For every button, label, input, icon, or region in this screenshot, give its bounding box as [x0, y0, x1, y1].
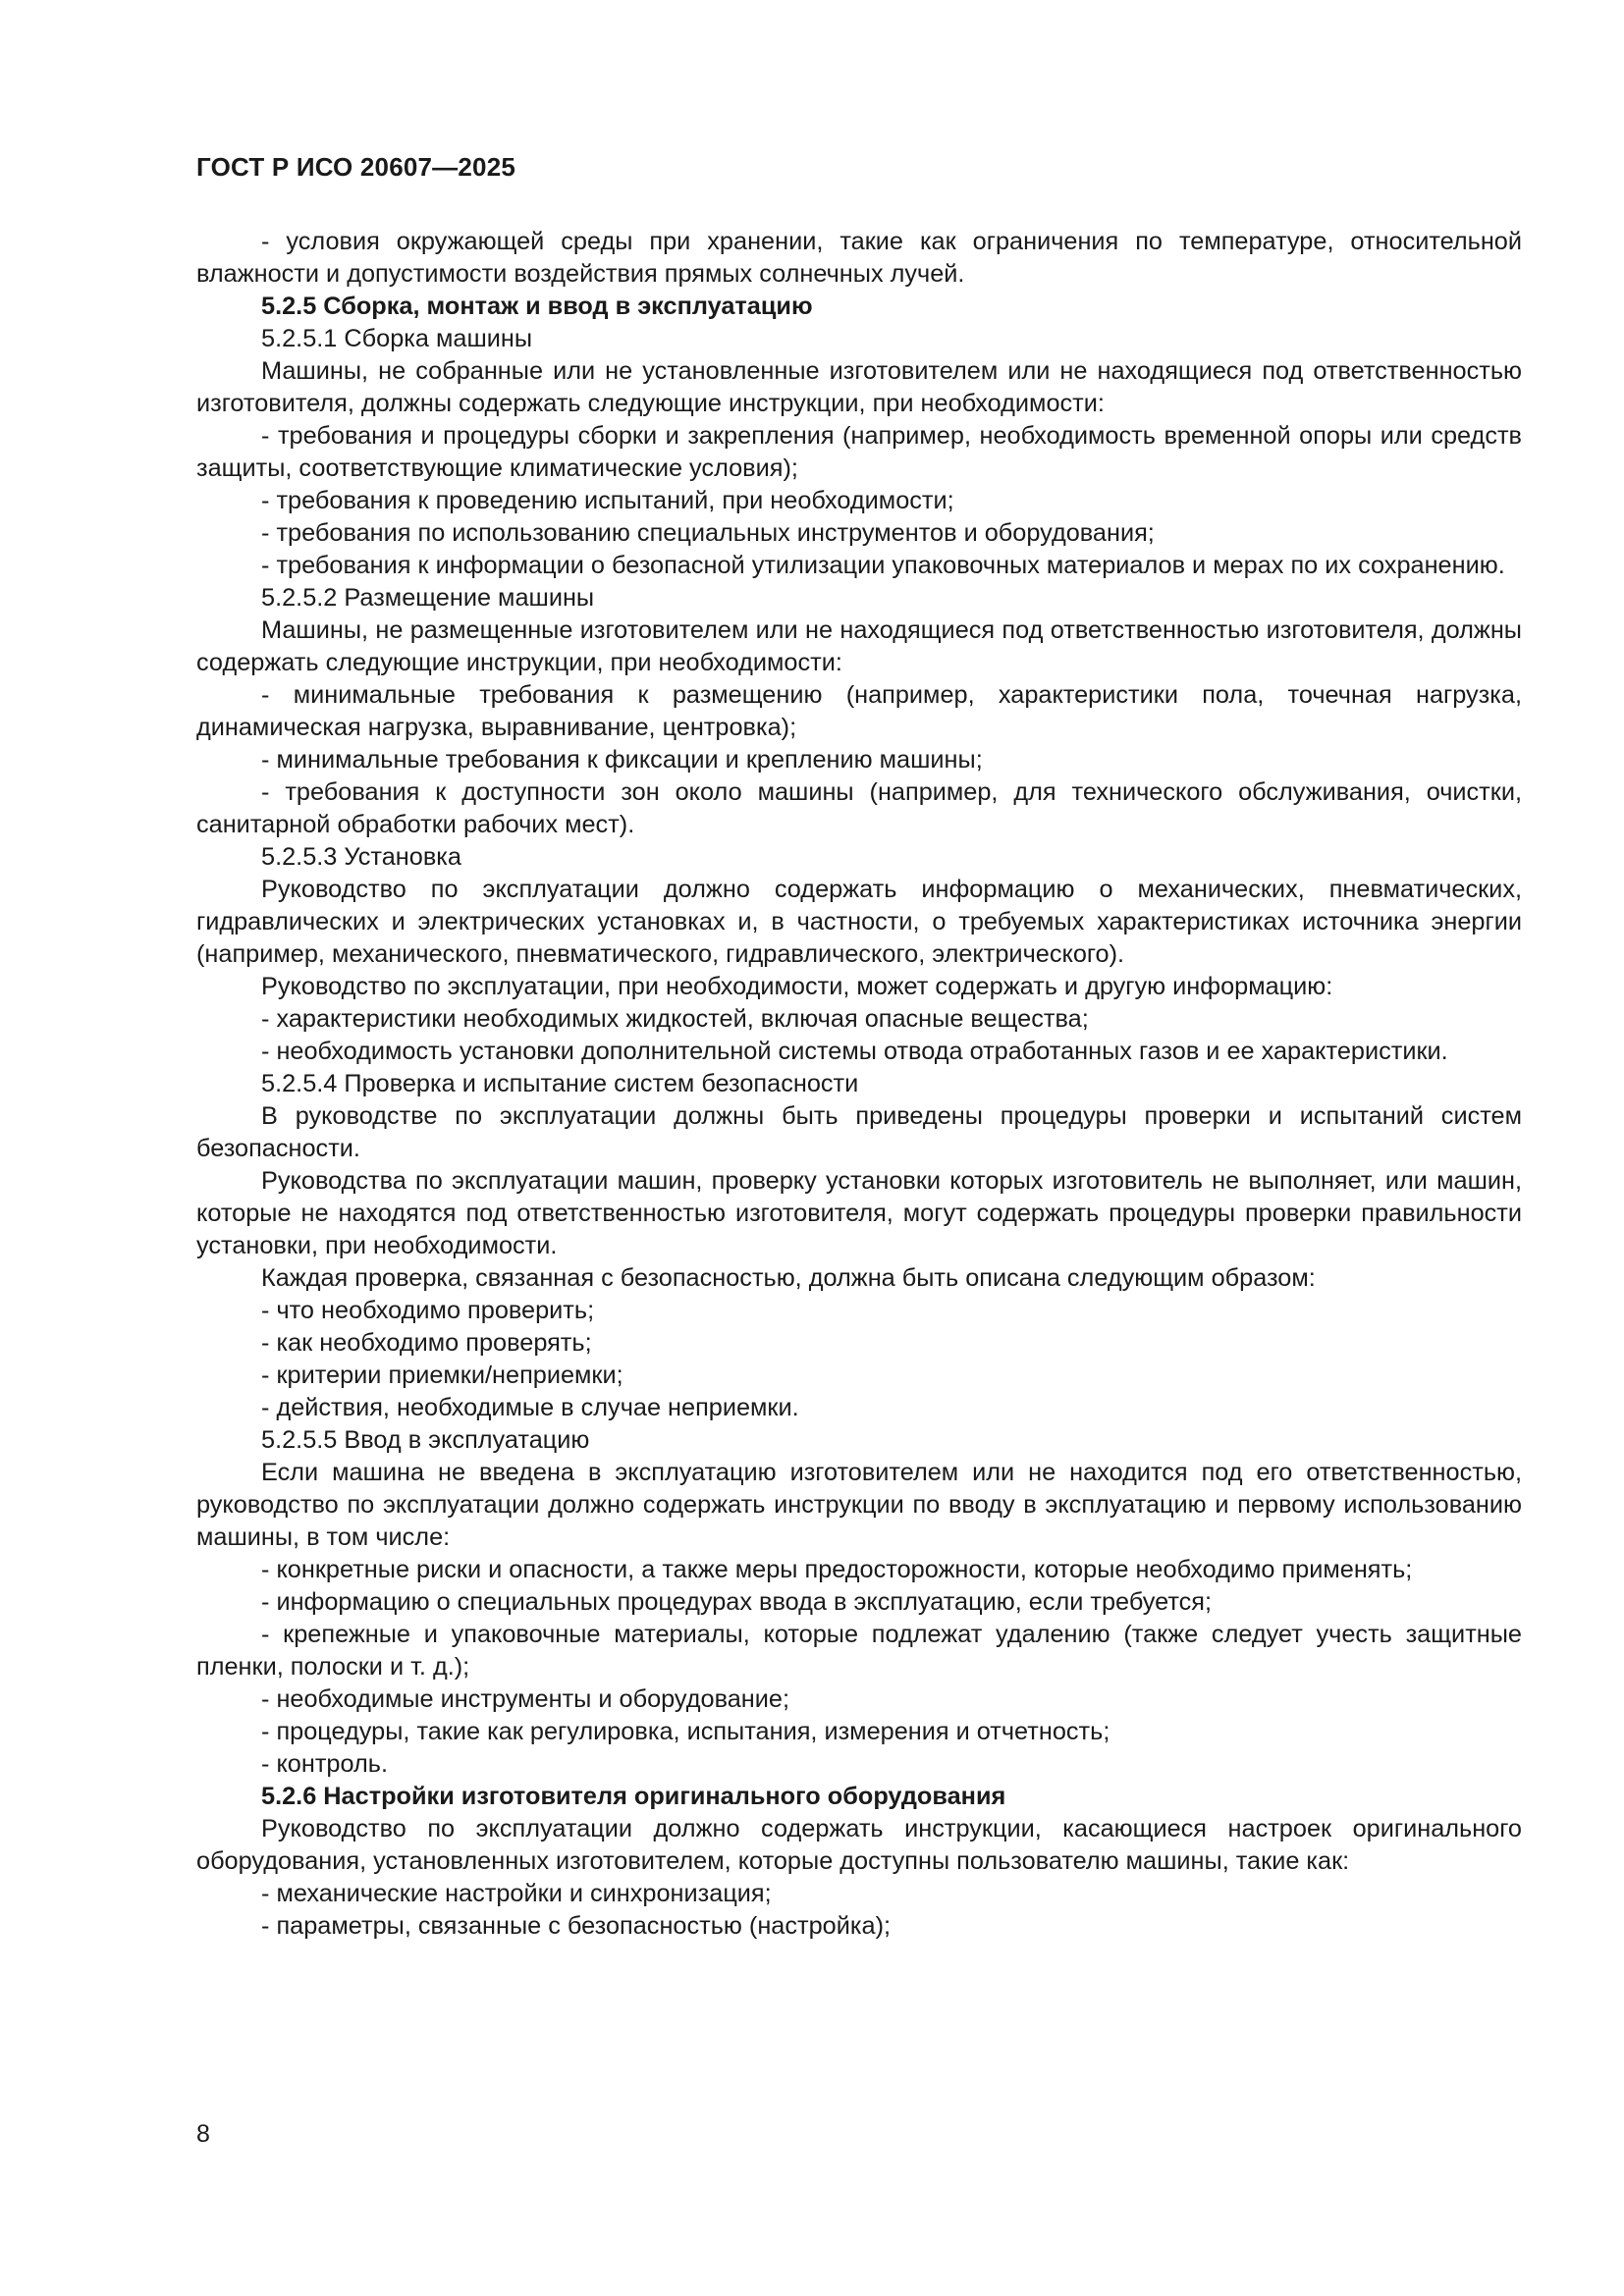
paragraph: - минимальные требования к фиксации и креплению машины;: [261, 746, 983, 774]
section-heading: 5.2.5 Сборка, монтаж и ввод в эксплуатацию: [261, 293, 813, 320]
paragraph: Если машина не введена в эксплуатацию изготовителем или не находится под его ответственностью, руководство по эксплуатации должно содержать инструкции по вводу в эксплуатацию и первому использованию машины, в том числе:: [196, 1459, 1522, 1551]
paragraph: 5.2.5.2 Размещение машины: [261, 584, 595, 612]
paragraph: Руководство по эксплуатации должно содержать информацию о механических, пневматических, гидравлических и электрических установках и, в частности, о требуемых характеристиках источника энергии (например, механического, пневматического, гидравлического, электрического).: [196, 876, 1522, 968]
paragraph: - характеристики необходимых жидкостей, включая опасные вещества;: [261, 1005, 1089, 1033]
paragraph: - контроль.: [261, 1750, 388, 1778]
paragraph: - условия окружающей среды при хранении, такие как ограничения по температуре, относительной влажности и допустимости воздействия прямых солнечных лучей.: [196, 228, 1522, 288]
paragraph: - необходимые инструменты и оборудование;: [261, 1685, 789, 1713]
paragraph: 5.2.5.3 Установка: [261, 843, 461, 871]
paragraph: Машины, не размещенные изготовителем или не находящиеся под ответственностью изготовителя, должны содержать следующие инструкции, при необходимости:: [196, 616, 1522, 676]
paragraph: - как необходимо проверять;: [261, 1329, 592, 1357]
paragraph: Руководство по эксплуатации, при необходимости, может содержать и другую информацию:: [261, 973, 1333, 1000]
paragraph: 5.2.5.4 Проверка и испытание систем безопасности: [261, 1070, 859, 1097]
paragraph: Руководства по эксплуатации машин, проверку установки которых изготовитель не выполняет, или машин, которые не находятся под ответственностью изготовителя, могут содержать процедуры проверки правильности установки, при необходимости.: [196, 1167, 1522, 1259]
paragraph: - необходимость установки дополнительной системы отвода отработанных газов и ее характеристики.: [261, 1038, 1448, 1065]
paragraph: - требования к доступности зон около машины (например, для технического обслуживания, очистки, санитарной обработки рабочих мест).: [196, 778, 1522, 838]
page-number: 8: [196, 2120, 210, 2148]
paragraph: Машины, не собранные или не установленные изготовителем или не находящиеся под ответственностью изготовителя, должны содержать следующие инструкции, при необходимости:: [196, 357, 1522, 417]
paragraph: - крепежные и упаковочные материалы, которые подлежат удалению (также следует учесть защитные пленки, полоски и т. д.);: [196, 1621, 1522, 1681]
paragraph: - процедуры, такие как регулировка, испытания, измерения и отчетность;: [261, 1718, 1110, 1745]
document-body: [196, 226, 1522, 1943]
paragraph: В руководстве по эксплуатации должны быть приведены процедуры проверки и испытаний систем безопасности.: [196, 1102, 1522, 1162]
paragraph: - критерии приемки/неприемки;: [261, 1362, 623, 1389]
paragraph: - конкретные риски и опасности, а также меры предосторожности, которые необходимо применять;: [261, 1556, 1413, 1583]
paragraph: Руководство по эксплуатации должно содержать инструкции, касающиеся настроек оригинального оборудования, установленных изготовителем, которые доступны пользователю машины, такие как:: [196, 1815, 1522, 1875]
paragraph: - требования и процедуры сборки и закрепления (например, необходимость временной опоры или средств защиты, соответствующие климатические условия);: [196, 422, 1522, 482]
paragraph: - параметры, связанные с безопасностью (настройка);: [261, 1912, 892, 1940]
section-heading: 5.2.6 Настройки изготовителя оригинального оборудования: [261, 1783, 1006, 1810]
paragraph: - требования к информации о безопасной утилизации упаковочных материалов и мерах по их сохранению.: [261, 552, 1505, 579]
page-header-doc-code: ГОСТ Р ИСО 20607—2025: [196, 152, 516, 182]
paragraph: 5.2.5.5 Ввод в эксплуатацию: [261, 1426, 590, 1454]
paragraph: Каждая проверка, связанная с безопасностью, должна быть описана следующим образом:: [261, 1264, 1316, 1292]
paragraph: - действия, необходимые в случае неприемки.: [261, 1394, 799, 1421]
paragraph: - требования по использованию специальных инструментов и оборудования;: [261, 519, 1155, 547]
paragraph: 5.2.5.1 Сборка машины: [261, 325, 533, 352]
paragraph: - механические настройки и синхронизация;: [261, 1880, 772, 1907]
paragraph: - что необходимо проверить;: [261, 1297, 595, 1324]
paragraph: - информацию о специальных процедурах ввода в эксплуатацию, если требуется;: [261, 1588, 1213, 1616]
paragraph: - требования к проведению испытаний, при необходимости;: [261, 487, 954, 514]
paragraph: - минимальные требования к размещению (например, характеристики пола, точечная нагрузка, динамическая нагрузка, выравнивание, центровка);: [196, 681, 1522, 741]
